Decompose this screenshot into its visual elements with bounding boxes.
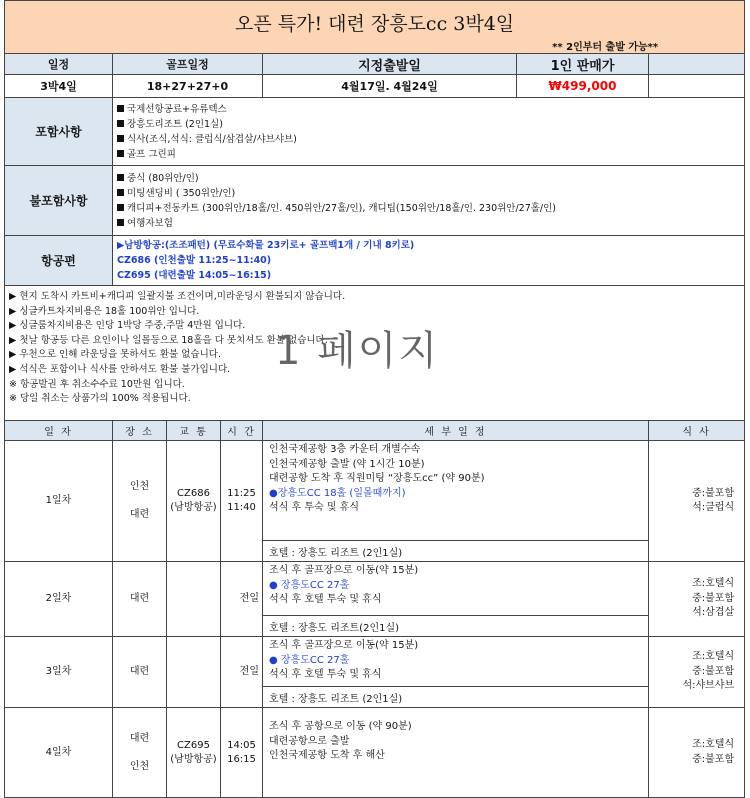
square-bullet-icon <box>117 135 124 142</box>
flight-line: CZ686 (인천출발 11:25~11:40) <box>117 255 272 266</box>
summary-price: ₩499,000 <box>517 75 649 98</box>
included-label: 포함사항 <box>5 98 113 166</box>
day-time: 전일 <box>221 637 263 708</box>
golf-line: ● 장흥도CC 27홀 <box>269 579 350 591</box>
note-line: ▶ 우천으로 인해 라운딩을 못하셔도 환불 없습니다. <box>9 349 221 361</box>
day-meals: 조:호텔식 중:불포함 석:삼겹살 <box>649 562 745 637</box>
summary-header-departure: 지정출발일 <box>263 54 517 75</box>
note-line: ▶ 석식은 포함이나 식사를 안하셔도 환불 불가입니다. <box>9 363 231 375</box>
day-label: 2일차 <box>5 562 113 637</box>
square-bullet-icon <box>117 120 124 127</box>
itinerary-table <box>4 0 745 798</box>
day-hotel: 호텔 : 장흥도 리조트(2인1실) <box>263 616 649 637</box>
square-bullet-icon <box>117 189 124 196</box>
day-meals: 조:호텔식 중:불포함 석:샤브샤브 <box>649 637 745 708</box>
notes-section <box>5 286 745 421</box>
day-transport: CZ695 (남방항공) <box>167 708 221 798</box>
schedule-header-meal: 식 사 <box>649 421 745 441</box>
day-time: 11:25 11:40 <box>221 441 263 562</box>
golf-line: ●장흥도CC 18홀 (일몰때까지) <box>269 487 406 499</box>
note-line: ▶ 현지 도착시 카트비+캐디피 일괄지불 조건이며,미라운딩시 환불되지 않습니다. <box>9 291 346 302</box>
list-item: 국제선항공료+유류텍스 <box>117 102 740 117</box>
square-bullet-icon <box>117 174 124 181</box>
summary-header-empty <box>649 54 745 75</box>
title-banner <box>5 1 745 54</box>
flight-line: ▶남방항공:(조조패턴) (무료수화물 23키로+ 골프백1개 / 기내 8키로) <box>117 240 415 251</box>
schedule-header-transport: 교 통 <box>167 421 221 441</box>
page-title: 오픈 특가! 대련 장흥도cc 3박4일 <box>234 13 515 35</box>
note-line: ▶ 싱글카트차지비용은 18홀 100위안 입니다. <box>9 305 200 317</box>
day-schedule: 인천국제공항 3층 카운터 개별수속 인천국제공항 출발 (약 1시간 10분) 대련공항 도착 후 직원미팅 “장흥도cc” (약 90분) ●장흥도CC 18홀 (일몰때까지) 석식 후 투숙 및 휴식 <box>263 441 649 541</box>
departure-note: ** 2인부터 출발 가능** <box>552 42 659 53</box>
note-line: ※ 당일 취소는 상품가의 100% 적용됩니다. <box>9 393 191 405</box>
summary-header-price: 1인 판매가 <box>517 54 649 75</box>
excluded-list <box>113 166 745 236</box>
square-bullet-icon <box>117 105 124 112</box>
day-hotel: 호텔 : 장흥도 리조트 (2인1실) <box>263 687 649 708</box>
note-line: ※ 항공발권 후 취소수수료 10만원 입니다. <box>9 378 185 390</box>
summary-header-golf: 골프일정 <box>113 54 263 75</box>
list-item: 여행자보험 <box>117 216 740 231</box>
note-line: ▶ 첫날 항공등 다른 요인이나 일몰등으로 18홀을 다 못치셔도 환불 없습니다. <box>9 334 328 346</box>
schedule-header-time: 시 간 <box>221 421 263 441</box>
summary-golf: 18+27+27+0 <box>113 75 263 98</box>
schedule-header-day: 일 자 <box>5 421 113 441</box>
day-place: 대련 <box>113 637 167 708</box>
list-item: 장흥도리조트 (2인1실) <box>117 117 740 132</box>
summary-empty <box>649 75 745 98</box>
day-schedule: 조식 후 골프장으로 이동(약 15분) ● 장흥도CC 27홀 석식 후 호텔 투숙 및 휴식 <box>263 562 649 616</box>
page-watermark: 1 페이지 <box>275 328 440 374</box>
square-bullet-icon <box>117 219 124 226</box>
day-transport: CZ686 (남방항공) <box>167 441 221 562</box>
summary-period: 3박4일 <box>5 75 113 98</box>
list-item: 골프 그린피 <box>117 147 740 162</box>
golf-line: ● 장흥도CC 27홀 <box>269 654 350 666</box>
day-schedule: 조식 후 골프장으로 이동(약 15분) ● 장흥도CC 27홀 석식 후 호텔 투숙 및 휴식 <box>263 637 649 687</box>
day-transport <box>167 637 221 708</box>
list-item: 캐디피+전동카트 (300위안/18홀/인. 450위안/27홀/인), 캐디팁(150위안/18홀/인. 230위안/27홀/인) <box>117 201 740 216</box>
day-place: 대련 <box>113 562 167 637</box>
summary-departure-dates: 4월17일. 4월24일 <box>263 75 517 98</box>
included-list <box>113 98 745 166</box>
list-item: 미팅샌딩비 ( 350위안/인) <box>117 186 740 201</box>
day-label: 1일차 <box>5 441 113 562</box>
schedule-header-detail: 세 부 일 정 <box>263 421 649 441</box>
day-label: 4일차 <box>5 708 113 798</box>
list-item: 식사(조식,석식: 클럽식/삼겹살/샤브샤브) <box>117 132 740 147</box>
excluded-label: 불포함사항 <box>5 166 113 236</box>
list-item: 중식 (80위안/인) <box>117 171 740 186</box>
square-bullet-icon <box>117 150 124 157</box>
day-meals: 중:불포함 석:클럽식 <box>649 441 745 562</box>
day-time: 전일 <box>221 562 263 637</box>
day-label: 3일차 <box>5 637 113 708</box>
day-transport <box>167 562 221 637</box>
day-place: 인천 대련 <box>113 441 167 562</box>
day-time: 14:05 16:15 <box>221 708 263 798</box>
day-meals: 조:호텔식 중:불포함 <box>649 708 745 798</box>
square-bullet-icon <box>117 204 124 211</box>
flight-label: 항공편 <box>5 236 113 286</box>
schedule-header-place: 장 소 <box>113 421 167 441</box>
day-hotel: 호텔 : 장흥도 리조트 (2인1실) <box>263 541 649 562</box>
summary-header-period: 일정 <box>5 54 113 75</box>
flight-info <box>113 236 745 286</box>
note-line: ▶ 싱글룸차지비용은 인당 1박당 주중,주말 4만원 입니다. <box>9 320 246 332</box>
day-schedule: 조식 후 공항으로 이동 (약 90분) 대련공항으로 출발 인천국제공항 도착 후 해산 <box>263 708 649 798</box>
day-place: 대련 인천 <box>113 708 167 798</box>
flight-line: CZ695 (대련출발 14:05~16:15) <box>117 270 272 281</box>
